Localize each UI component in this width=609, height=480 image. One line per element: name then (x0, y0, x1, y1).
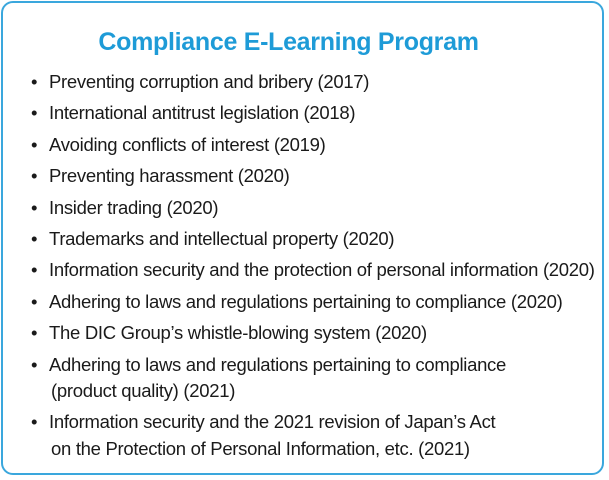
course-label: International antitrust legislation (2018) (49, 102, 356, 124)
course-label: Trademarks and intellectual property (2020) (49, 228, 395, 250)
course-list (29, 69, 595, 467)
list-item (29, 289, 595, 315)
bullet-icon: • (31, 322, 38, 344)
list-item (29, 163, 595, 189)
bullet-icon: • (31, 228, 38, 250)
course-label: Adhering to laws and regulations pertaining to compliance (49, 353, 506, 375)
course-label: Preventing harassment (2020) (49, 165, 290, 187)
list-item (29, 195, 595, 221)
list-item (29, 320, 595, 346)
list-item (29, 409, 595, 462)
bullet-icon: • (31, 353, 38, 375)
course-label: Information security and the 2021 revision of Japan’s Act (49, 411, 496, 433)
course-label: Insider trading (2020) (49, 196, 219, 218)
bullet-icon: • (31, 102, 38, 124)
list-item (29, 352, 595, 405)
course-label: Preventing corruption and bribery (2017) (49, 71, 370, 92)
course-label: The DIC Group’s whistle-blowing system (2020) (49, 322, 427, 344)
bullet-icon: • (31, 196, 38, 218)
list-item (29, 100, 595, 126)
bullet-icon: • (31, 259, 38, 281)
bullet-icon: • (31, 71, 38, 92)
bullet-icon: • (31, 133, 38, 155)
course-label-continued: on the Protection of Personal Information, etc. (2021) (51, 437, 470, 459)
program-panel (1, 1, 604, 475)
bullet-icon: • (31, 290, 38, 312)
course-label: Information security and the protection of personal information (2020) (49, 259, 595, 281)
list-item (29, 132, 595, 158)
list-item (29, 257, 595, 283)
bullet-icon: • (31, 411, 38, 433)
course-label-continued: (product quality) (2021) (51, 380, 236, 402)
course-label: Adhering to laws and regulations pertaining to compliance (2020) (49, 290, 563, 312)
list-item (29, 69, 595, 95)
course-label: Avoiding conflicts of interest (2019) (49, 133, 326, 155)
list-item (29, 226, 595, 252)
bullet-icon: • (31, 165, 38, 187)
program-title: Compliance E-Learning Program (98, 28, 479, 56)
